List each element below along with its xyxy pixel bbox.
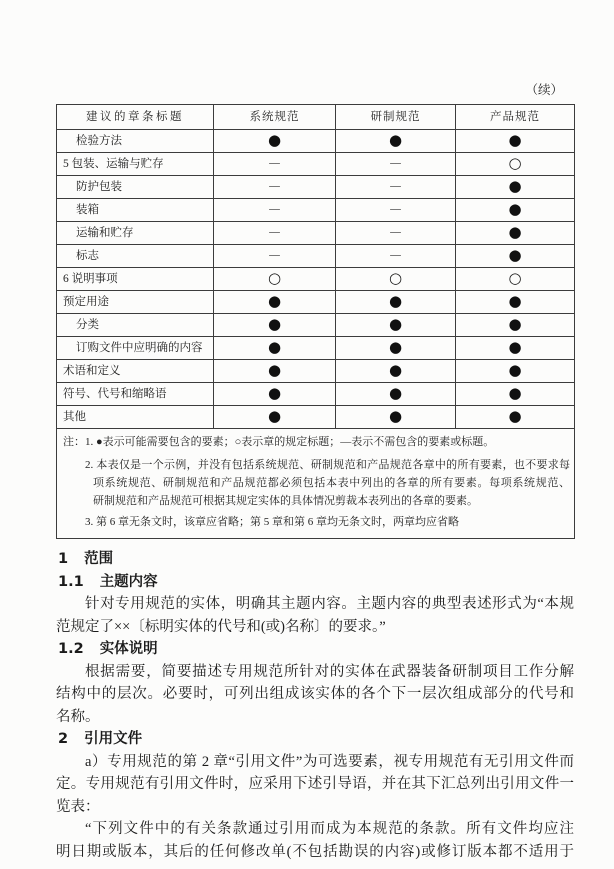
development-spec-mark: ● xyxy=(388,361,403,379)
development-spec-mark: ● xyxy=(388,315,403,333)
header-system-spec: 系统规范 xyxy=(214,105,336,130)
clause-title: 主题内容 xyxy=(99,573,158,590)
paragraph-line: a）专用规范的第 2 章“引用文件”为可选要素，视专用规范有无引用文件而 xyxy=(85,753,574,770)
row-title: 装箱 xyxy=(57,199,214,222)
product-spec-cell xyxy=(456,314,575,337)
system-spec-cell xyxy=(214,360,336,383)
row-title: 分类 xyxy=(57,314,214,337)
system-spec-cell xyxy=(214,268,336,291)
row-title: 符号、代号和缩略语 xyxy=(57,383,214,406)
development-spec-cell xyxy=(336,337,456,360)
row-title: 5 包装、运输与贮存 xyxy=(57,153,214,176)
paragraph-line: 针对专用规范的实体，明确其主题内容。主题内容的典型表述形式为“本规 xyxy=(85,596,574,612)
product-spec-cell xyxy=(456,406,575,429)
body-text xyxy=(56,548,574,863)
table-row xyxy=(57,360,575,383)
development-spec-cell xyxy=(336,130,456,153)
table-row xyxy=(57,337,575,360)
product-spec-mark: ● xyxy=(508,177,522,195)
system-spec-cell xyxy=(214,383,336,406)
row-title: 预定用途 xyxy=(57,291,214,314)
development-spec-cell xyxy=(336,268,456,291)
paragraph-line: 根据需要，简要描述专用规范所针对的实体在武器装备研制项目工作分解 xyxy=(85,663,574,680)
product-spec-cell xyxy=(456,291,575,314)
product-spec-cell xyxy=(456,153,575,176)
product-spec-cell xyxy=(456,383,575,406)
paragraph-line: “下列文件中的有关条款通过引用而成为本规范的条款。所有文件均应注 xyxy=(85,821,574,837)
product-spec-mark: ● xyxy=(508,246,522,264)
system-spec-cell xyxy=(214,314,336,337)
system-spec-cell xyxy=(214,222,336,245)
development-spec-cell xyxy=(336,222,456,245)
table-row xyxy=(57,153,575,176)
development-spec-mark: ○ xyxy=(388,269,403,287)
system-spec-mark: ● xyxy=(267,315,282,333)
development-spec-cell xyxy=(336,153,456,176)
development-spec-mark: ● xyxy=(388,407,403,425)
clause-heading xyxy=(56,638,574,661)
product-spec-cell xyxy=(456,176,575,199)
clause-heading xyxy=(56,548,574,571)
row-title: 防护包装 xyxy=(57,176,214,199)
paragraph-line: 明日期或版本，其后的任何修改单(不包括勘误的内容)或修订版本都不适用于 xyxy=(56,843,574,860)
clause-title: 引用文件 xyxy=(84,731,143,747)
paragraph-line: 范规定了××〔标明实体的代号和(或)名称〕的要求。” xyxy=(56,618,386,635)
note-line: 3. 第 6 章无条文时，该章应省略；第 5 章和第 6 章均无条文时，两章均应省略 xyxy=(85,516,459,528)
development-spec-mark: — xyxy=(389,248,402,262)
product-spec-mark: ● xyxy=(508,292,522,310)
system-spec-mark: — xyxy=(268,179,281,193)
system-spec-mark: ● xyxy=(267,292,282,310)
table-row xyxy=(57,130,575,153)
development-spec-mark: ● xyxy=(388,338,403,356)
table-row xyxy=(57,176,575,199)
development-spec-mark: — xyxy=(389,202,402,216)
clause-number: 2 xyxy=(58,731,69,747)
list-item-a xyxy=(56,751,574,819)
clause-number: 1.1 xyxy=(58,573,84,590)
product-spec-cell xyxy=(456,337,575,360)
quoted-lead-in xyxy=(56,818,574,863)
development-spec-mark: — xyxy=(389,156,402,170)
product-spec-mark: ● xyxy=(508,315,522,333)
note-line: 项系统规范、研制规范和产品规范都必须包括本表中列出的各章的所有要素。每项系统规范、 xyxy=(93,477,570,489)
development-spec-cell xyxy=(336,176,456,199)
development-spec-cell xyxy=(336,314,456,337)
table-row xyxy=(57,383,575,406)
system-spec-cell xyxy=(214,130,336,153)
table-row xyxy=(57,222,575,245)
system-spec-mark: ● xyxy=(267,361,282,379)
paragraph xyxy=(56,661,574,729)
note-line: 研制规范和产品规范可根据其规定实体的具体情况剪裁本表列出的各章的要素。 xyxy=(93,495,478,507)
system-spec-mark: — xyxy=(268,225,281,239)
note-line: 1. ●表示可能需要包含的要素；○表示章的规定标题；—表示不需包含的要素或标题。 xyxy=(85,436,495,448)
product-spec-cell xyxy=(456,268,575,291)
development-spec-cell xyxy=(336,406,456,429)
clause-number: 1 xyxy=(58,551,69,567)
development-spec-cell xyxy=(336,360,456,383)
system-spec-cell xyxy=(214,153,336,176)
product-spec-mark: ○ xyxy=(508,154,522,172)
table-row xyxy=(57,268,575,291)
clause-number: 1.2 xyxy=(58,641,84,657)
product-spec-mark: ● xyxy=(508,223,522,241)
system-spec-cell xyxy=(214,291,336,314)
system-spec-mark: — xyxy=(268,202,281,216)
row-title: 订购文件中应明确的内容 xyxy=(57,337,214,360)
note-item xyxy=(63,433,570,451)
paragraph-line: 名称。 xyxy=(56,708,100,725)
paragraph-line: 结构中的层次。必要时，可列出组成该实体的各个下一层次组成部分的代号和 xyxy=(56,686,574,702)
note-item xyxy=(63,513,570,531)
row-title: 其他 xyxy=(57,406,214,429)
product-spec-mark: ● xyxy=(508,361,522,379)
table-row xyxy=(57,314,575,337)
note-item xyxy=(63,456,570,510)
table-row xyxy=(57,291,575,314)
table-header-row xyxy=(57,105,575,130)
product-spec-cell xyxy=(456,130,575,153)
header-development-spec: 研制规范 xyxy=(336,105,456,130)
product-spec-mark: ● xyxy=(508,407,522,425)
row-title: 运输和贮存 xyxy=(57,222,214,245)
clause-heading xyxy=(56,728,574,751)
note-label: 注： xyxy=(63,436,85,448)
development-spec-mark: ● xyxy=(388,292,403,310)
paragraph-line: 览表： xyxy=(56,798,100,815)
system-spec-mark: ● xyxy=(267,338,282,356)
header-chapter-title: 建议的章条标题 xyxy=(57,105,214,130)
row-title: 检验方法 xyxy=(57,130,214,153)
note-line: 2. 本表仅是一个示例，并没有包括系统规范、研制规范和产品规范各章中的所有要素，也不要求每 xyxy=(85,459,570,471)
product-spec-cell xyxy=(456,222,575,245)
system-spec-mark: ● xyxy=(267,407,282,425)
development-spec-mark: — xyxy=(389,225,402,239)
development-spec-mark: ● xyxy=(388,384,403,402)
development-spec-mark: ● xyxy=(388,131,403,149)
clause-title: 范围 xyxy=(84,551,114,567)
paragraph-line: 定。专用规范有引用文件时，应采用下述引导语，并在其下汇总列出引用文件一 xyxy=(56,776,574,792)
table-row xyxy=(57,199,575,222)
development-spec-cell xyxy=(336,199,456,222)
development-spec-cell xyxy=(336,291,456,314)
system-spec-cell xyxy=(214,406,336,429)
product-spec-cell xyxy=(456,199,575,222)
system-spec-mark: — xyxy=(268,156,281,170)
system-spec-mark: ○ xyxy=(267,269,282,287)
system-spec-cell xyxy=(214,245,336,268)
system-spec-mark: ● xyxy=(267,384,282,402)
development-spec-cell xyxy=(336,245,456,268)
development-spec-cell xyxy=(336,383,456,406)
row-title: 6 说明事项 xyxy=(57,268,214,291)
row-title: 标志 xyxy=(57,245,214,268)
table-notes-row xyxy=(57,429,575,539)
chapter-requirements-table xyxy=(56,104,575,539)
clause-title: 实体说明 xyxy=(99,641,158,657)
table-row xyxy=(57,406,575,429)
product-spec-mark: ● xyxy=(508,338,522,356)
development-spec-mark: — xyxy=(389,179,402,193)
table-row xyxy=(57,245,575,268)
system-spec-cell xyxy=(214,199,336,222)
paragraph xyxy=(56,593,574,638)
product-spec-mark: ● xyxy=(508,131,522,149)
header-product-spec: 产品规范 xyxy=(456,105,575,130)
system-spec-mark: ● xyxy=(267,131,282,149)
product-spec-mark: ● xyxy=(508,384,522,402)
system-spec-cell xyxy=(214,176,336,199)
continued-label: （续） xyxy=(525,83,563,97)
system-spec-mark: — xyxy=(268,248,281,262)
product-spec-cell xyxy=(456,360,575,383)
system-spec-cell xyxy=(214,337,336,360)
table-notes xyxy=(57,429,575,539)
product-spec-mark: ● xyxy=(508,200,522,218)
product-spec-mark: ○ xyxy=(508,269,522,287)
row-title: 术语和定义 xyxy=(57,360,214,383)
product-spec-cell xyxy=(456,245,575,268)
clause-heading xyxy=(56,571,574,594)
